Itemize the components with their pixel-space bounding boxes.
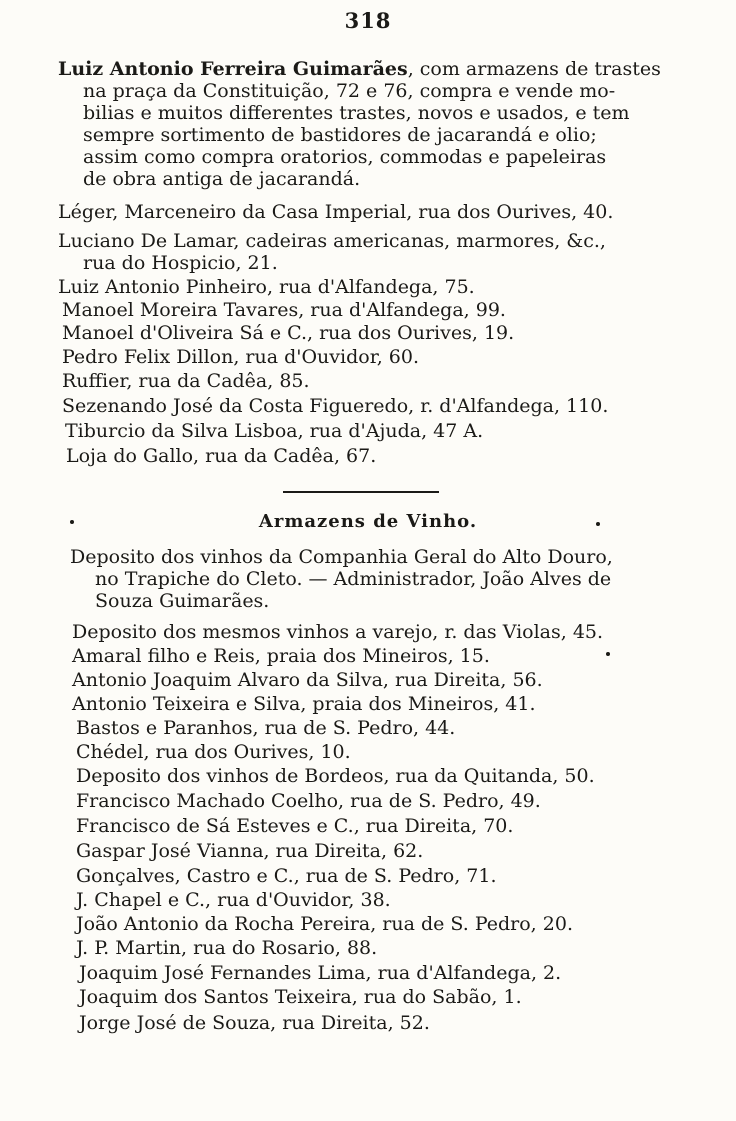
entry-francisco-de-sa: Francisco de Sá Esteves e C., rua Direita, 70.: [76, 815, 514, 837]
entry-loja-do-gallo: Loja do Gallo, rua da Cadêa, 67.: [66, 445, 377, 467]
entry-amaral-filho: Amaral filho e Reis, praia dos Mineiros, 15.: [72, 645, 490, 667]
entry-joao-antonio: João Antonio da Rocha Pereira, rua de S. Pedro, 20.: [76, 913, 573, 935]
entry-ruffier: Ruffier, rua da Cadêa, 85.: [62, 370, 310, 392]
entry-sezenando: Sezenando José da Costa Figueredo, r. d'Alfandega, 110.: [62, 395, 609, 417]
entry-j-chapel: J. Chapel e C., rua d'Ouvidor, 38.: [76, 889, 391, 911]
entry-leger: Léger, Marceneiro da Casa Imperial, rua dos Ourives, 40.: [58, 201, 614, 223]
page-number: 318: [344, 8, 392, 33]
entry-j-p-martin: J. P. Martin, rua do Rosario, 88.: [76, 937, 378, 959]
entry-francisco-machado: Francisco Machado Coelho, rua de S. Pedro, 49.: [76, 790, 541, 812]
entry-goncalves-castro: Gonçalves, Castro e C., rua de S. Pedro, 71.: [76, 865, 497, 887]
entry-antonio-joaquim: Antonio Joaquim Alvaro da Silva, rua Direita, 56.: [72, 669, 543, 691]
entry-name: Luiz Antonio Ferreira Guimarães: [58, 58, 408, 80]
entry-joaquim-dos-santos: Joaquim dos Santos Teixeira, rua do Sabão, 1.: [79, 986, 522, 1008]
entry-chedel: Chédel, rua dos Ourives, 10.: [76, 741, 351, 763]
entry-deposito-companhia: Deposito dos vinhos da Companhia Geral do Alto Douro, no Trapiche do Cleto. — Administrador, João Alves de Souza Guimarães.: [70, 546, 613, 612]
entry-pedro-felix-dillon: Pedro Felix Dillon, rua d'Ouvidor, 60.: [62, 346, 420, 368]
ink-speck: [596, 522, 600, 526]
entry-manoel-moreira-tavares: Manoel Moreira Tavares, rua d'Alfandega, 99.: [62, 299, 506, 321]
entry-bastos-paranhos: Bastos e Paranhos, rua de S. Pedro, 44.: [76, 717, 456, 739]
section-divider: [283, 491, 439, 493]
entry-antonio-teixeira: Antonio Teixeira e Silva, praia dos Mineiros, 41.: [72, 693, 536, 715]
entry-luiz-antonio-pinheiro: Luiz Antonio Pinheiro, rua d'Alfandega, 75.: [58, 276, 475, 298]
section-heading: Armazens de Vinho.: [258, 511, 478, 532]
ink-speck: [70, 520, 74, 524]
entry-deposito-bordeos: Deposito dos vinhos de Bordeos, rua da Quitanda, 50.: [76, 765, 595, 787]
entry-luciano-de-lamar: Luciano De Lamar, cadeiras americanas, marmores, &c., rua do Hospicio, 21.: [58, 230, 606, 274]
entry-jorge-jose: Jorge José de Souza, rua Direita, 52.: [79, 1012, 430, 1034]
entry-deposito-varejo: Deposito dos mesmos vinhos a varejo, r. das Violas, 45.: [72, 621, 604, 643]
entry-tiburcio: Tiburcio da Silva Lisboa, rua d'Ajuda, 47 A.: [65, 420, 484, 442]
ink-speck: [606, 652, 610, 656]
entry-gaspar-jose: Gaspar José Vianna, rua Direita, 62.: [76, 840, 424, 862]
entry-joaquim-jose: Joaquim José Fernandes Lima, rua d'Alfandega, 2.: [79, 962, 562, 984]
entry-manoel-doliveira: Manoel d'Oliveira Sá e C., rua dos Ourives, 19.: [62, 322, 515, 344]
entry-luiz-antonio-ferreira-guimaraes: Luiz Antonio Ferreira Guimarães, com armazens de trastes na praça da Constituição, 72 e 76, compra e vende mo- bilias e muitos differentes trastes, novos e usados, e tem sempre sortimento de bastidores de jacarandá e olio; assim como compra oratorios, commodas e papeleiras de obra antiga de jacarandá.: [58, 58, 661, 190]
